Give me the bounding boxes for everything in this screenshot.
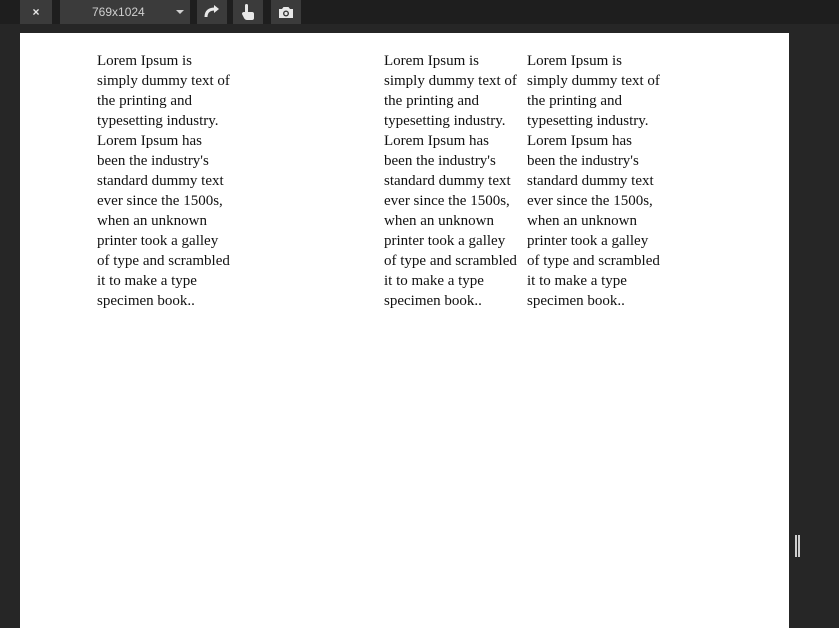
- device-size-value: 769x1024: [92, 5, 145, 19]
- touch-icon: [241, 3, 255, 21]
- rotate-icon: [204, 5, 220, 19]
- text-column-2: Lorem Ipsum is simply dummy text of the printing and typesetting industry. Lorem Ipsum has been the industry's standard dummy text ever since the 1500s, when an unknown printer took a galley of type and scrambled it to make a type specimen book..: [384, 53, 517, 309]
- rotate-button[interactable]: [197, 0, 227, 24]
- chevron-down-icon: [176, 10, 184, 14]
- screenshot-button[interactable]: [271, 0, 301, 24]
- camera-icon: [278, 6, 294, 19]
- device-toolbar: [0, 0, 839, 24]
- responsive-viewport: [20, 33, 789, 628]
- close-button[interactable]: [20, 0, 52, 24]
- device-size-select[interactable]: [60, 0, 190, 24]
- viewport-resize-handle[interactable]: [795, 535, 800, 557]
- close-icon: ×: [32, 5, 40, 19]
- text-column-3: Lorem Ipsum is simply dummy text of the printing and typesetting industry. Lorem Ipsum has been the industry's standard dummy text ever since the 1500s, when an unknown printer took a galley of type and scrambled it to make a type specimen book..: [527, 53, 660, 309]
- touch-simulation-button[interactable]: [233, 0, 263, 24]
- text-column-1: Lorem Ipsum is simply dummy text of the printing and typesetting industry. Lorem Ipsum has been the industry's standard dummy text ever since the 1500s, when an unknown printer took a galley of type and scrambled it to make a type specimen book..: [97, 53, 230, 309]
